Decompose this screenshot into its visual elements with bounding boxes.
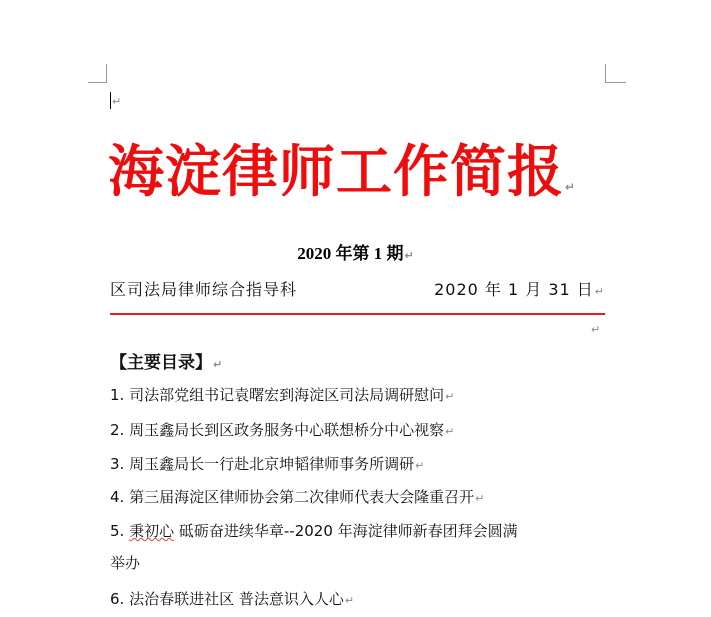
paragraph-mark-icon: ↵ — [445, 425, 455, 438]
paragraph-mark-icon: ↵ — [445, 390, 455, 403]
page-corner-mark-right — [605, 64, 626, 83]
publish-date — [434, 279, 605, 303]
paragraph-mark-icon: ↵ — [565, 180, 577, 194]
paragraph-mark-icon: ↵ — [213, 358, 223, 371]
toc-item[interactable] — [110, 520, 518, 541]
paragraph-mark-icon: ↵ — [112, 95, 122, 108]
toc-heading[interactable] — [110, 348, 222, 373]
toc-item-text: 4. 第三届海淀区律师协会第二次律师代表大会隆重召开 — [110, 488, 475, 506]
toc-item-text: 砥砺奋进续华章--2020 年海淀律师新春团拜会圆满 — [174, 522, 518, 540]
toc-item-text: 3. 周玉鑫局长一行赴北京坤韬律师事务所调研 — [110, 455, 415, 473]
red-divider-line — [110, 313, 605, 315]
toc-item[interactable] — [110, 588, 354, 609]
paragraph-mark-icon: ↵ — [591, 323, 601, 336]
toc-item-text: 2. 周玉鑫局长到区政务服务中心联想桥分中心视察 — [110, 421, 445, 439]
issue-text: 2020 年第 1 期 — [297, 244, 404, 263]
paragraph-mark-icon: ↵ — [475, 492, 485, 505]
publisher-org: 区司法局律师综合指导科 — [110, 280, 298, 299]
toc-item-text: 6. 法治春联进社区 普法意识入人心 — [110, 590, 344, 608]
toc-item[interactable] — [110, 419, 454, 440]
toc-item-continuation[interactable] — [110, 552, 140, 573]
toc-item[interactable] — [110, 384, 454, 405]
paragraph-mark-icon: ↵ — [594, 285, 605, 298]
toc-item[interactable] — [110, 486, 484, 507]
publish-date-text: 2020 年 1 月 31 日 — [434, 280, 594, 299]
toc-heading-text: 【主要目录】 — [110, 353, 212, 373]
paragraph-mark-icon: ↵ — [404, 249, 414, 262]
paragraph-mark-icon: ↵ — [415, 459, 425, 472]
paragraph-mark-icon: ↵ — [344, 594, 355, 607]
toc-item-number: 5. — [110, 522, 130, 540]
page-corner-mark-left — [88, 64, 107, 83]
toc-item[interactable] — [110, 453, 424, 474]
text-cursor — [110, 92, 111, 109]
toc-item-text: 1. 司法部党组书记袁曙宏到海淀区司法局调研慰问 — [110, 386, 445, 404]
newsletter-headline[interactable] — [108, 138, 608, 221]
toc-item-text: 举办 — [110, 554, 141, 572]
issue-number[interactable] — [0, 239, 711, 264]
spellcheck-flagged-text: 秉初心 — [129, 522, 175, 540]
headline-text: 海淀律师工作简报 — [108, 139, 564, 205]
